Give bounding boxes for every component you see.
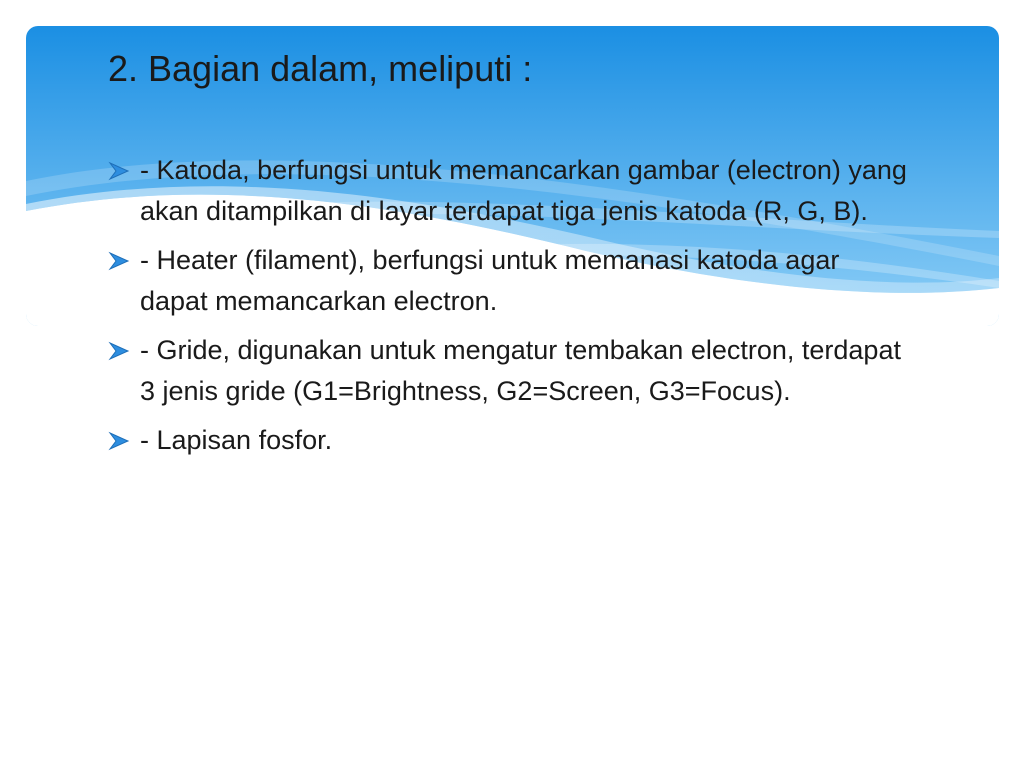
bullet-text: - Heater (filament), berfungsi untuk memanasi katoda agar dapat memancarkan electron. [140,245,840,316]
arrow-head-icon [108,251,130,271]
list-item [108,330,908,412]
bullet-text: - Lapisan fosfor. [140,425,333,455]
list-item [108,150,908,232]
arrow-head-icon [108,161,130,181]
list-item [108,240,908,322]
slide-title: 2. Bagian dalam, meliputi : [108,48,533,89]
bullet-text: - Katoda, berfungsi untuk memancarkan gambar (electron) yang akan ditampilkan di layar terdapat tiga jenis katoda (R, G, B). [140,155,907,226]
arrow-head-icon [108,341,130,361]
bullet-list [108,150,908,469]
bullet-text: - Gride, digunakan untuk mengatur tembakan electron, terdapat 3 jenis gride (G1=Brightness, G2=Screen, G3=Focus). [140,335,901,406]
list-item [108,420,908,461]
arrow-head-icon [108,431,130,451]
